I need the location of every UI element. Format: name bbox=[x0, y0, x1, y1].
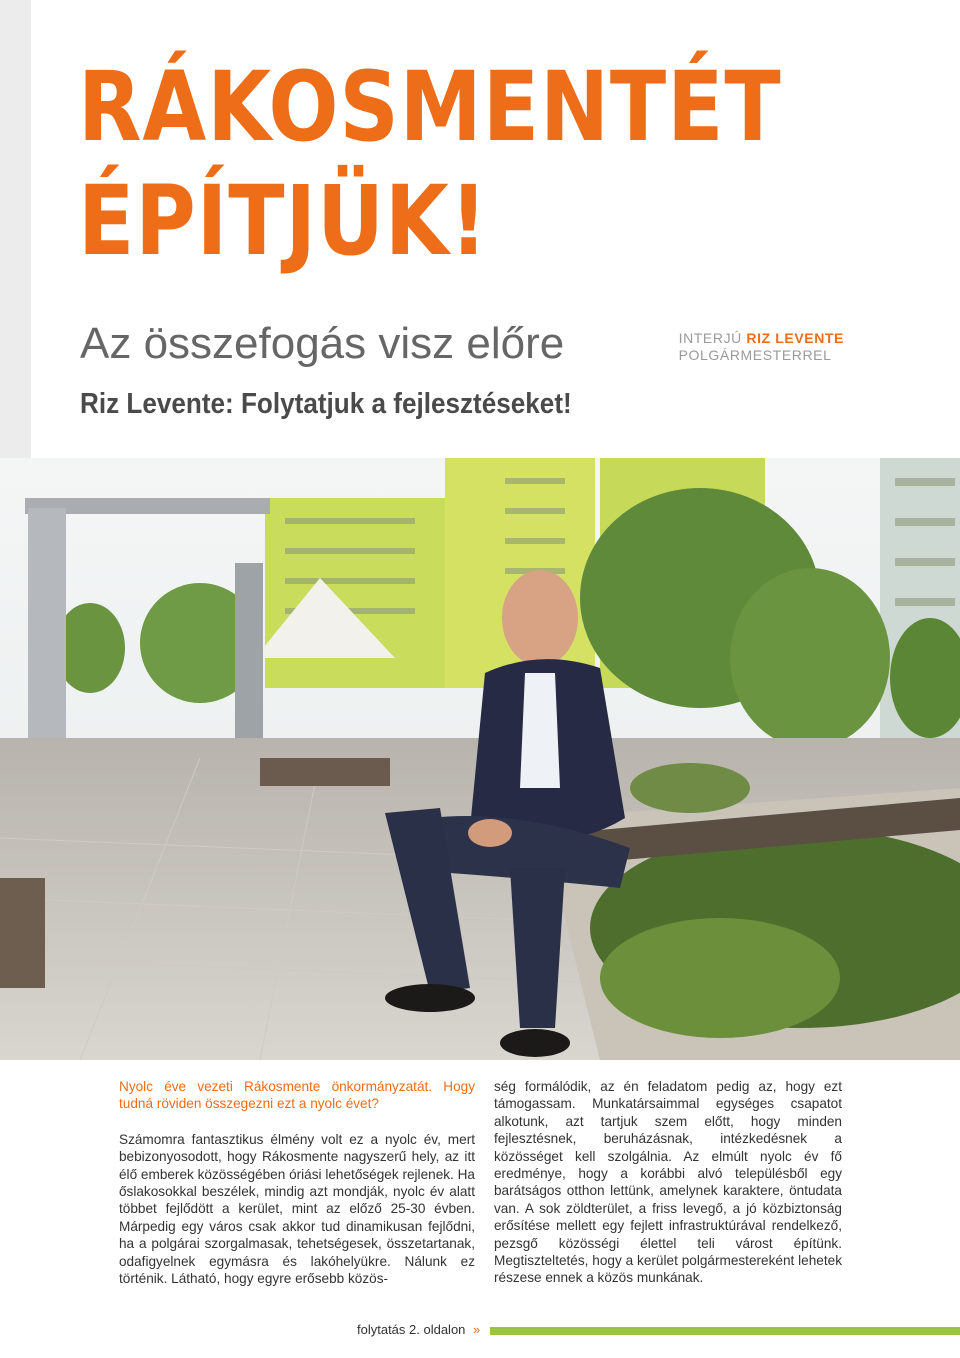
deck-title: Riz Levente: Folytatjuk a fejlesztéseket! bbox=[80, 388, 572, 420]
continuation-arrow-icon: » bbox=[473, 1322, 481, 1337]
interview-answer-part-2: ség formálódik, az én feladatom pedig az, hogy ezt támogassam. Munkatársaimmal egységes csapatot alkotunk, azt tartjuk szem előtt, hogy minden fejlesztésnek, beruházásnak, intézkedésnek a közösséget kell szolgálnia. Az elmúlt nyolc év fő eredménye, hogy a korábbi alvó településből egy barátságos otthon lettünk, amelynek karaktere, öntudata van. A sok zöldterület, a friss levegő, a jó közbiztonság erősítése mellett egy fejlett infrastruktúrával rendelkező, pezsgő közösségi élettel teli várost építünk. Megtiszteltetés, hogy a kerület polgármestereként lehetek részese ennek a közös munkának. bbox=[494, 1079, 842, 1286]
headline bbox=[78, 50, 782, 278]
photo-of-mayor-icon bbox=[0, 458, 960, 1060]
subtitle: Az összefogás visz előre bbox=[80, 319, 565, 368]
interview-tag bbox=[679, 330, 844, 364]
left-margin-strip bbox=[0, 0, 31, 458]
interview-tag-line-1 bbox=[679, 330, 844, 347]
interviewee-name: RIZ LEVENTE bbox=[746, 330, 844, 346]
continuation-note bbox=[357, 1322, 480, 1337]
footer-accent-bar bbox=[490, 1327, 960, 1335]
mayor-photo bbox=[0, 458, 960, 1060]
headline-line-1: RÁKOSMENTÉT bbox=[78, 51, 782, 163]
interviewee-role: POLGÁRMESTERREL bbox=[678, 347, 832, 363]
interview-question: Nyolc éve vezeti Rákosmente önkormányzatát. Hogy tudná röviden összegezni ezt a nyolc évet? bbox=[119, 1079, 475, 1112]
interview-label: INTERJÚ bbox=[678, 330, 742, 346]
article-column-left bbox=[119, 1078, 475, 1287]
continuation-text: folytatás 2. oldalon bbox=[357, 1322, 466, 1337]
article-column-right bbox=[494, 1078, 842, 1287]
headline-line-2: ÉPÍTJÜK! bbox=[78, 165, 489, 277]
interview-answer-part-1: Számomra fantasztikus élmény volt ez a nyolc év, mert bebizonyosodott, hogy Rákosmente nagyszerű hely, az itt élő emberek közösségében óriási lehetőségek rejlenek. Ha őslakosokkal beszélek, mindig azt mondják, nyolc év alatt többet fejlődött a kerület, mint az előző 25-30 évben. Márpedig egy város csak akkor tud dinamikusan fejlődni, ha a polgárai szorgalmasak, tehetségesek, összetartanak, odafigyelnek egymásra és lakóhelyükre. Nálunk ez történik. Látható, hogy egyre erősebb közös- bbox=[119, 1131, 475, 1287]
